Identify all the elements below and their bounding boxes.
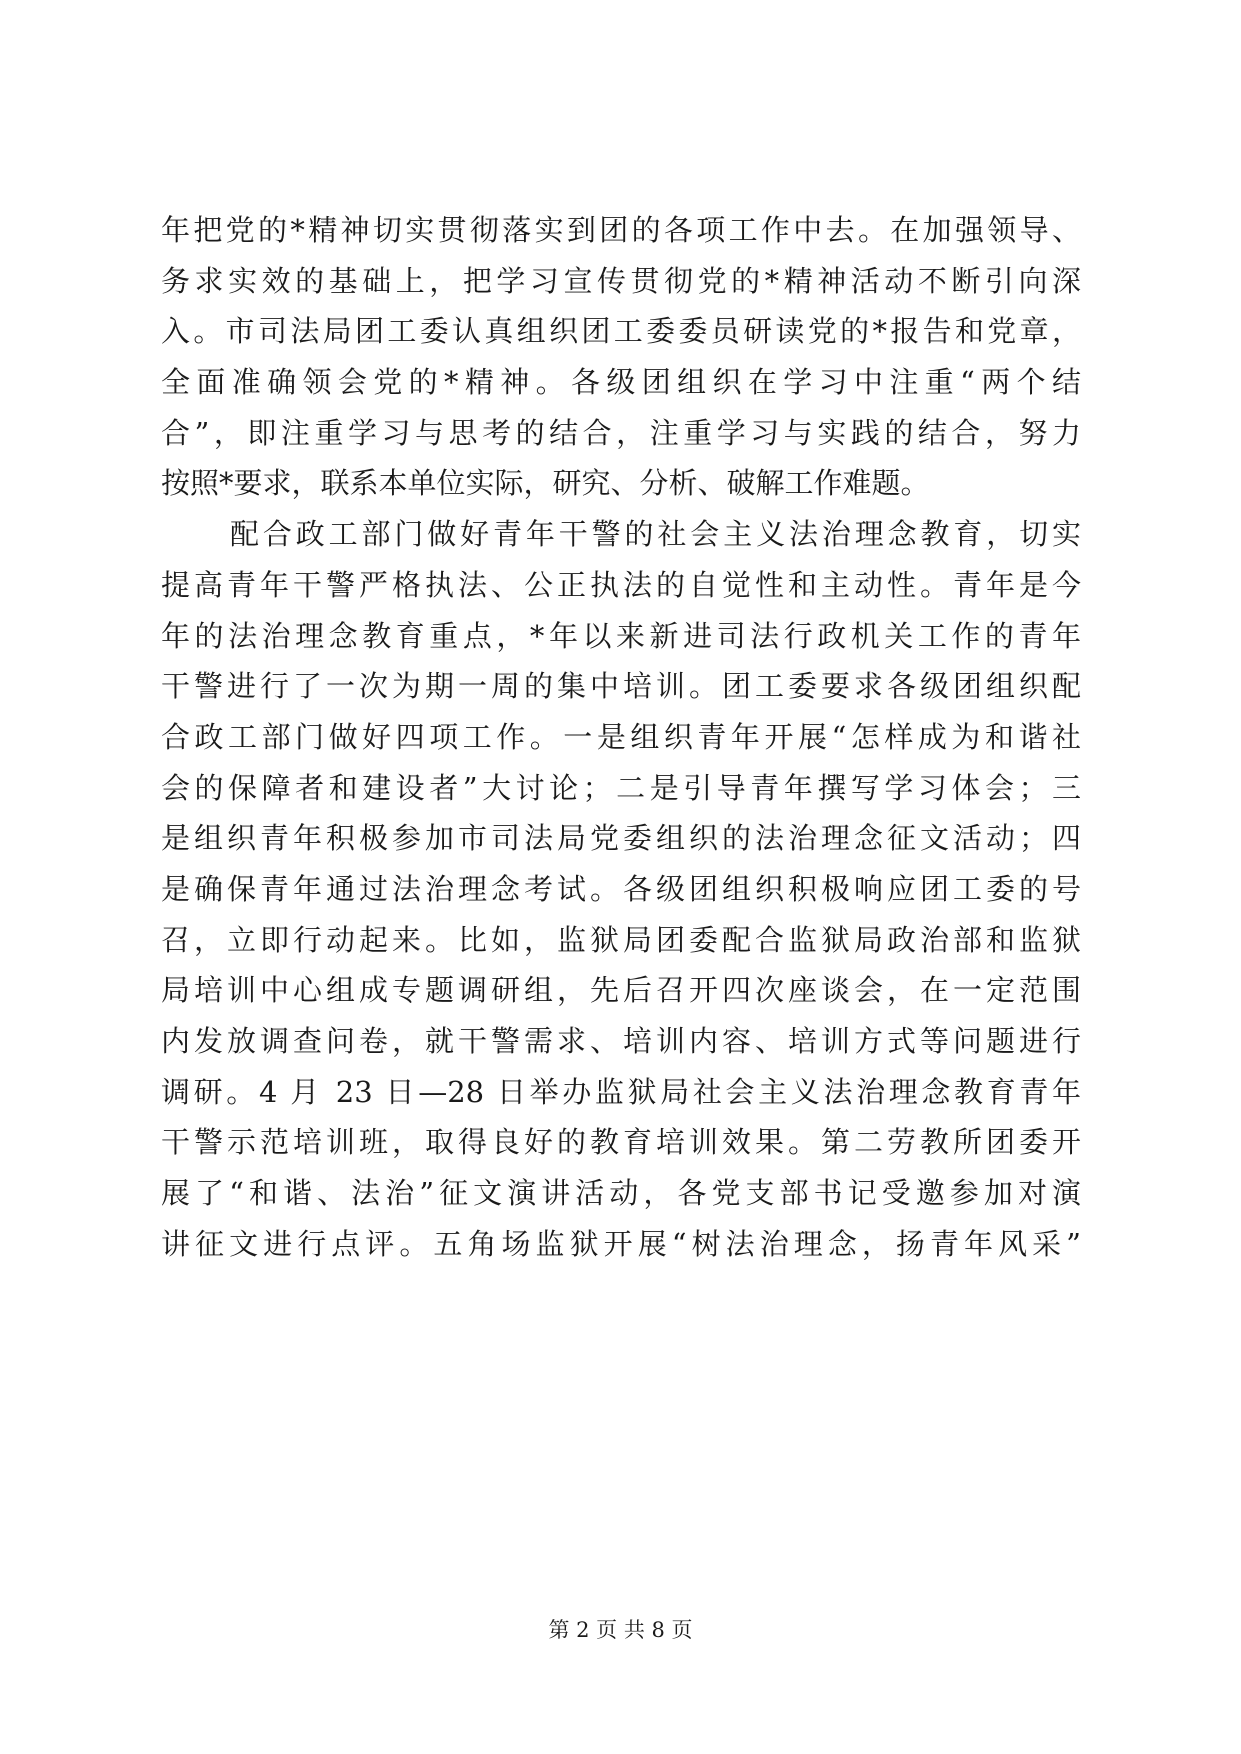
text-line: 干警示范培训班，取得良好的教育培训效果。第二劳教所团委开 <box>161 1125 1081 1160</box>
text-line: 配合政工部门做好青年干警的社会主义法治理念教育，切实 <box>230 517 1081 552</box>
text-line: 会的保障者和建设者”大讨论；二是引导青年撰写学习体会；三 <box>161 770 1081 805</box>
text-line: 局培训中心组成专题调研组，先后召开四次座谈会，在一定范围 <box>161 973 1081 1008</box>
text-line: 合政工部门做好四项工作。一是组织青年开展“怎样成为和谐社 <box>161 719 1081 754</box>
text-line: 调研。4 月 23 日—28 日举办监狱局社会主义法治理念教育青年 <box>161 1074 1081 1109</box>
text-line: 内发放调查问卷，就干警需求、培训内容、培训方式等问题进行 <box>161 1024 1081 1058</box>
text-line: 年把党的*精神切实贯彻落实到团的各项工作中去。在加强领导、 <box>161 213 1081 247</box>
page-footer: 第 2 页 共 8 页 <box>548 1618 693 1642</box>
text-line: 入。市司法局团工委认真组织团工委委员研读党的*报告和党章， <box>161 314 1081 349</box>
text-line: 干警进行了一次为期一周的集中培训。团工委要求各级团组织配 <box>161 669 1081 704</box>
text-line: 按照*要求，联系本单位实际，研究、分析、破解工作难题。 <box>161 466 930 501</box>
text-line: 讲征文进行点评。五角场监狱开展“树法治理念，扬青年风采” <box>161 1226 1081 1261</box>
body-text <box>161 205 1081 1269</box>
text-line: 展了“和谐、法治”征文演讲活动，各党支部书记受邀参加对演 <box>161 1176 1081 1211</box>
text-line: 提高青年干警严格执法、公正执法的自觉性和主动性。青年是今 <box>161 567 1081 602</box>
text-line: 是确保青年通过法治理念考试。各级团组织积极响应团工委的号 <box>161 871 1081 906</box>
text-line: 是组织青年积极参加市司法局党委组织的法治理念征文活动；四 <box>161 821 1081 856</box>
text-line: 务求实效的基础上，把学习宣传贯彻党的*精神活动不断引向深 <box>161 263 1081 298</box>
text-line: 年的法治理念教育重点，*年以来新进司法行政机关工作的青年 <box>161 618 1081 653</box>
text-line: 合”，即注重学习与思考的结合，注重学习与实践的结合，努力 <box>161 415 1081 450</box>
text-line: 召，立即行动起来。比如，监狱局团委配合监狱局政治部和监狱 <box>161 922 1081 957</box>
text-line: 全面准确领会党的*精神。各级团组织在学习中注重“两个结 <box>161 365 1081 400</box>
